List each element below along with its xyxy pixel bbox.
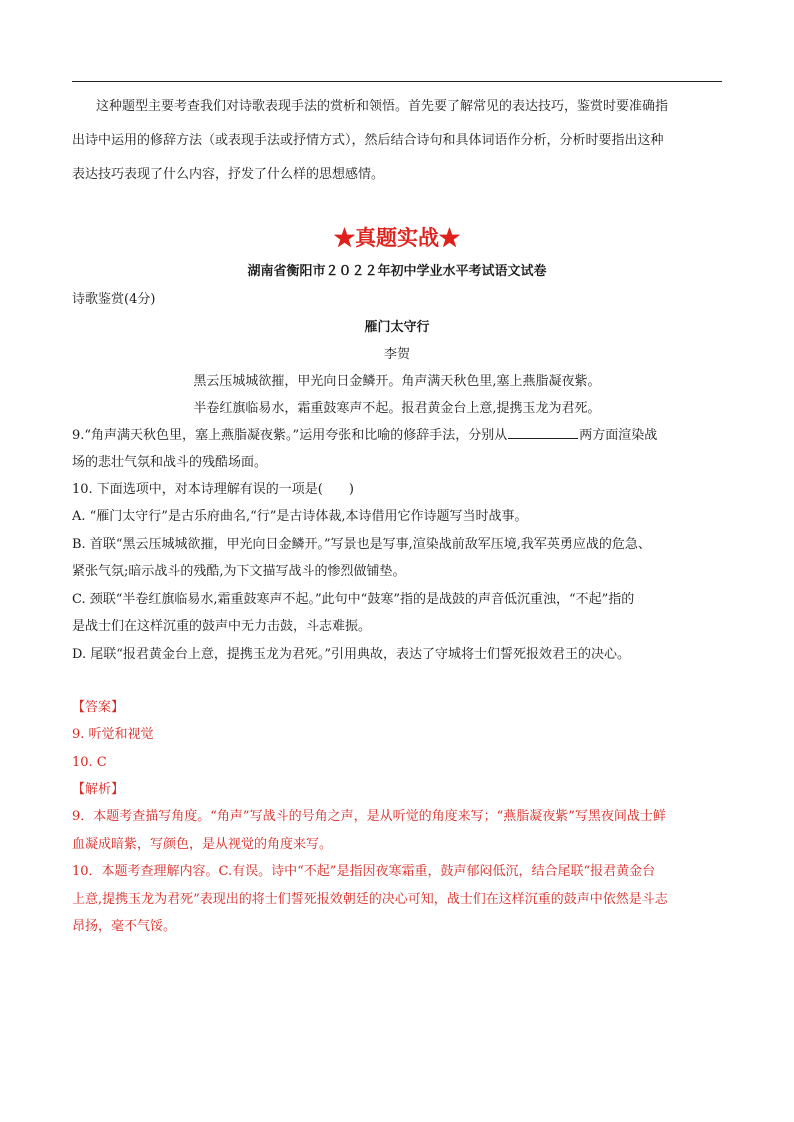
question-9-text: 9.“角声满天秋色里，塞上燕脂凝夜紫。”运用夸张和比喻的修辞手法，分别从 [72, 428, 508, 443]
section-label: 诗歌鉴赏(4分) [72, 292, 156, 307]
header-rule [72, 81, 722, 82]
poem-line-1: 黑云压城城欲摧，甲光向日金鳞开。角声满天秋色里,塞上燕脂凝夜紫。 [193, 374, 601, 389]
intro-line-1: 这种题型主要考查我们对诗歌表现手法的赏析和领悟。首先要了解常见的表达技巧，鉴赏时要准确指 [96, 99, 669, 114]
option-d: D. 尾联“报君黄金台上意，提携玉龙为君死。”引用典故，表达了守城将士们誓死报效君王的决心。 [72, 647, 631, 662]
poem-title: 雁门太守行 [364, 320, 430, 335]
analysis-9-line-2: 血凝成暗紫，写颜色，是从视觉的角度来写。 [72, 837, 333, 852]
option-a: A. “雁门太守行”是古乐府曲名,“行”是古诗体裁,本诗借用它作诗题写当时战事。 [72, 509, 528, 524]
section-heading: ★真题实战★ [334, 225, 460, 250]
analysis-10-line-3: 昂扬，毫不气馁。 [72, 919, 177, 934]
option-c-line-1: C. 颈联“半卷红旗临易水,霜重鼓寒声不起。”此句中“鼓寒”指的是战鼓的声音低沉重浊，“不起”指的 [72, 592, 635, 607]
option-c-line-2: 是战士们在这样沉重的鼓声中无力击鼓，斗志难振。 [72, 619, 372, 634]
analysis-label: 【解析】 [72, 782, 125, 797]
question-9-line-2: 场的悲壮气氛和战斗的残酷场面。 [72, 455, 268, 470]
answer-10: 10. C [72, 755, 107, 770]
answer-9: 9. 听觉和视觉 [72, 727, 154, 742]
intro-line-3: 表达技巧表现了什么内容，抒发了什么样的思想感情。 [72, 167, 385, 182]
answer-blank[interactable] [508, 426, 578, 439]
intro-line-2: 出诗中运用的修辞方法（或表现手法或抒情方式），然后结合诗句和具体词语作分析，分析时要指出这种 [72, 133, 664, 148]
poem-line-2: 半卷红旗临易水，霜重鼓寒声不起。报君黄金台上意,提携玉龙为君死。 [193, 401, 601, 416]
question-9 [72, 426, 657, 445]
poem-author: 李贺 [383, 347, 410, 362]
analysis-10-line-1: 10．本题考查理解内容。C.有误。诗中“不起”是指因夜寒霜重，鼓声郁闷低沉，结合尾联“报君黄金台 [72, 864, 656, 879]
option-b-line-1: B. 首联“黑云压城城欲摧，甲光向日金鳞开。”写景也是写事,渲染战前敌军压境,我军英勇应战的危急、 [72, 537, 651, 552]
answer-label: 【答案】 [72, 700, 125, 715]
analysis-9-line-1: 9．本题考查描写角度。“角声”写战斗的号角之声，是从听觉的角度来写；“燕脂凝夜紫”写黑夜间战士鲜 [72, 809, 666, 824]
question-10-stem: 10. 下面选项中，对本诗理解有误的一项是( ) [72, 482, 354, 497]
analysis-10-line-2: 上意,提携玉龙为君死”表现出的将士们誓死报效朝廷的决心可知，战士们在这样沉重的鼓声中依然是斗志 [72, 892, 668, 907]
question-9-text-end: 两方面渲染战 [579, 428, 658, 443]
exam-title: 湖南省衡阳市２０２２年初中学业水平考试语文试卷 [247, 264, 547, 279]
option-b-line-2: 紧张气氛;暗示战斗的残酷,为下文描写战斗的惨烈做铺垫。 [72, 564, 406, 579]
